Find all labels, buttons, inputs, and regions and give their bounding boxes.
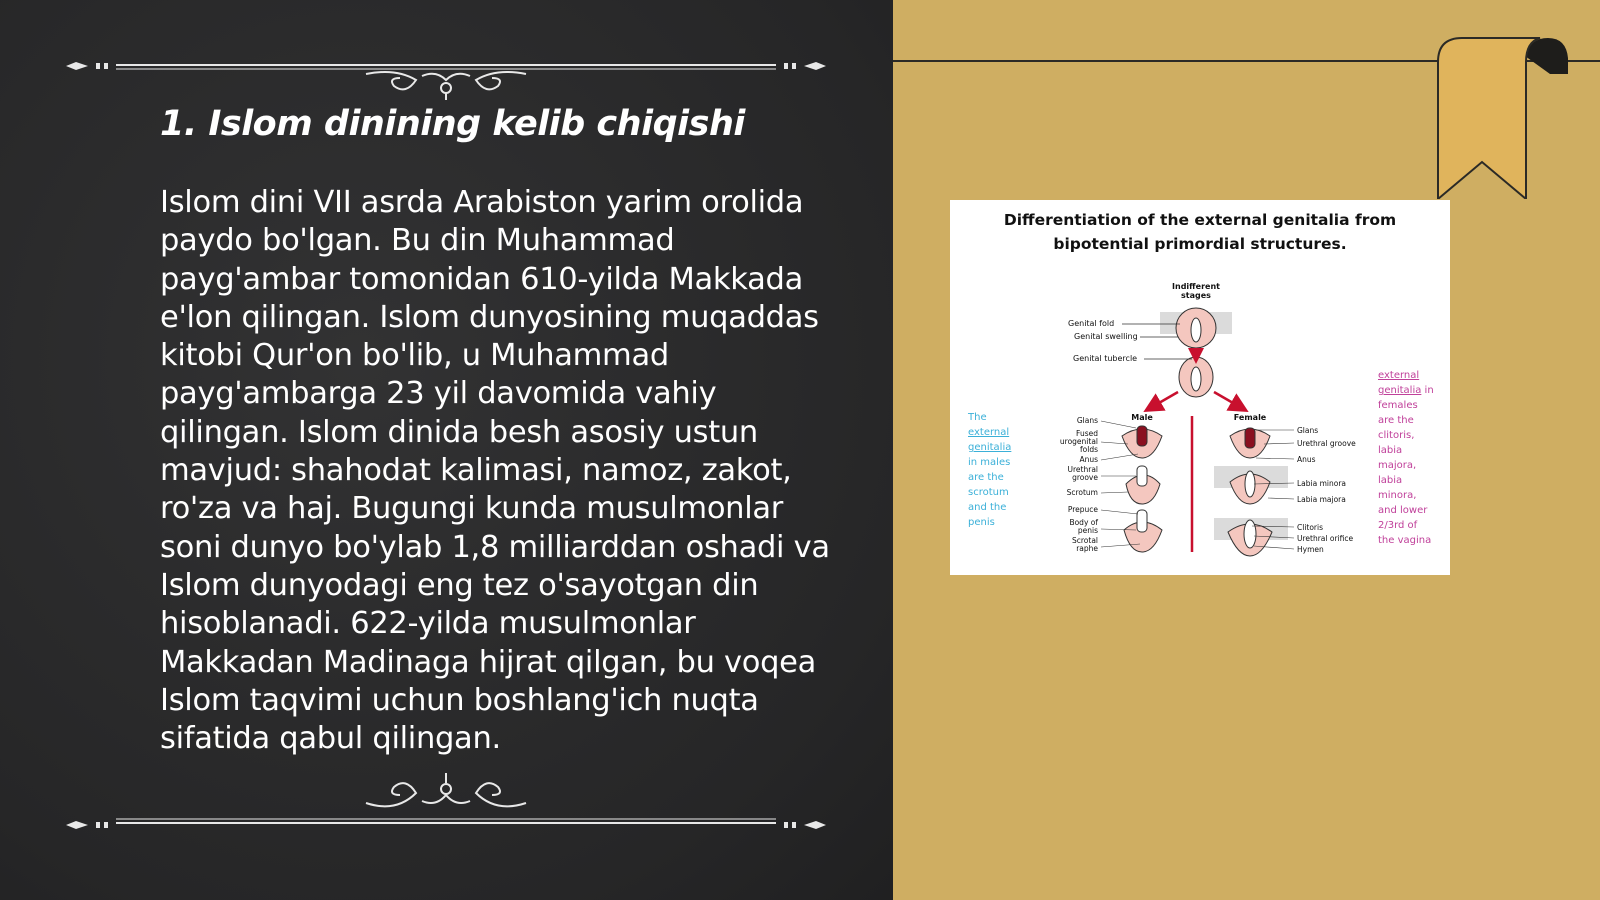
male-label-prepuce: Prepuce — [1067, 505, 1098, 514]
female-label-clitoris: Clitoris — [1297, 523, 1324, 532]
male-note-link[interactable]: external genitalia — [968, 427, 1012, 453]
label-genital-fold: Genital fold — [1068, 319, 1115, 328]
male-label-urethral: Urethral — [1067, 465, 1098, 474]
female-label-labia-minora: Labia minora — [1297, 479, 1347, 488]
male-label-glans: Glans — [1076, 416, 1098, 425]
bookmark-icon — [1430, 34, 1580, 199]
male-label-scrotum: Scrotum — [1066, 488, 1098, 497]
figure-title-line-1: Differentiation of the external genitalia from — [1003, 211, 1397, 229]
female-label-urethral-groove: Urethral groove — [1297, 439, 1356, 448]
female-label-anus: Anus — [1297, 455, 1316, 464]
label-genital-swelling: Genital swelling — [1074, 332, 1138, 341]
slide-title: 1. Islom dinining kelib chiqishi — [160, 104, 745, 144]
diagram-drawing — [950, 200, 1450, 575]
male-label-urogenital: urogenital — [1059, 437, 1098, 446]
male-label-penis: penis — [1077, 526, 1098, 535]
male-label-scrotal: Scrotal — [1071, 536, 1098, 545]
genitalia-diagram-image — [950, 200, 1450, 575]
male-label-anus: Anus — [1079, 455, 1098, 464]
ornament-bottom — [66, 773, 826, 833]
male-label-groove: groove — [1072, 473, 1098, 482]
male-label-fused: Fused — [1076, 429, 1098, 438]
female-label-glans: Glans — [1297, 426, 1319, 435]
male-note: The external genitalia in males are the scrotum and the penis — [968, 412, 1012, 528]
female-heading: Female — [1233, 413, 1267, 422]
female-label-hymen: Hymen — [1297, 545, 1324, 554]
figure-title-line-2: bipotential primordial structures. — [1053, 235, 1347, 253]
male-heading: Male — [1131, 413, 1153, 422]
stages-label: stages — [1181, 291, 1211, 300]
female-label-urethral-orifice: Urethral orifice — [1297, 534, 1354, 543]
ornament-top — [66, 40, 826, 100]
female-note-link[interactable]: external genitalia — [1378, 370, 1422, 396]
male-label-raphe: raphe — [1076, 544, 1098, 553]
label-genital-tubercle: Genital tubercle — [1073, 354, 1138, 363]
male-label-body-of: Body of — [1069, 518, 1098, 527]
male-label-folds: folds — [1080, 445, 1098, 454]
female-note: external genitalia in females are the clitoris, labia majora, labia minora, and lower 2/3rd of the vagina — [1378, 370, 1434, 546]
female-label-labia-majora: Labia majora — [1297, 495, 1346, 504]
slide-body-text: Islom dini VII asrda Arabiston yarim orolida paydo bo'lgan. Bu din Muhammad payg'ambar tomonidan 610-yilda Makkada e'lon qilingan. Islom dunyosining muqaddas kitobi Qur'on bo'lib, u Muhammad payg'ambarga 23 yil davomida vahiy qilingan. Islom dinida besh asosiy ustun mavjud: shahodat kalimasi, namoz, zakot, ro'za va haj. Bugungi kunda musulmonlar soni dunyo bo'ylab 1,8 milliarddan oshadi va Islom dunyodagi eng tez o'sayotgan din hisoblanadi. 622-yilda musulmonlar Makkadan Madinaga hijrat qilgan, bu voqea Islom taqvimi uchun boshlang'ich nuqta sifatida qabul qilingan. — [160, 185, 830, 757]
indifferent-label: Indifferent — [1172, 282, 1220, 291]
